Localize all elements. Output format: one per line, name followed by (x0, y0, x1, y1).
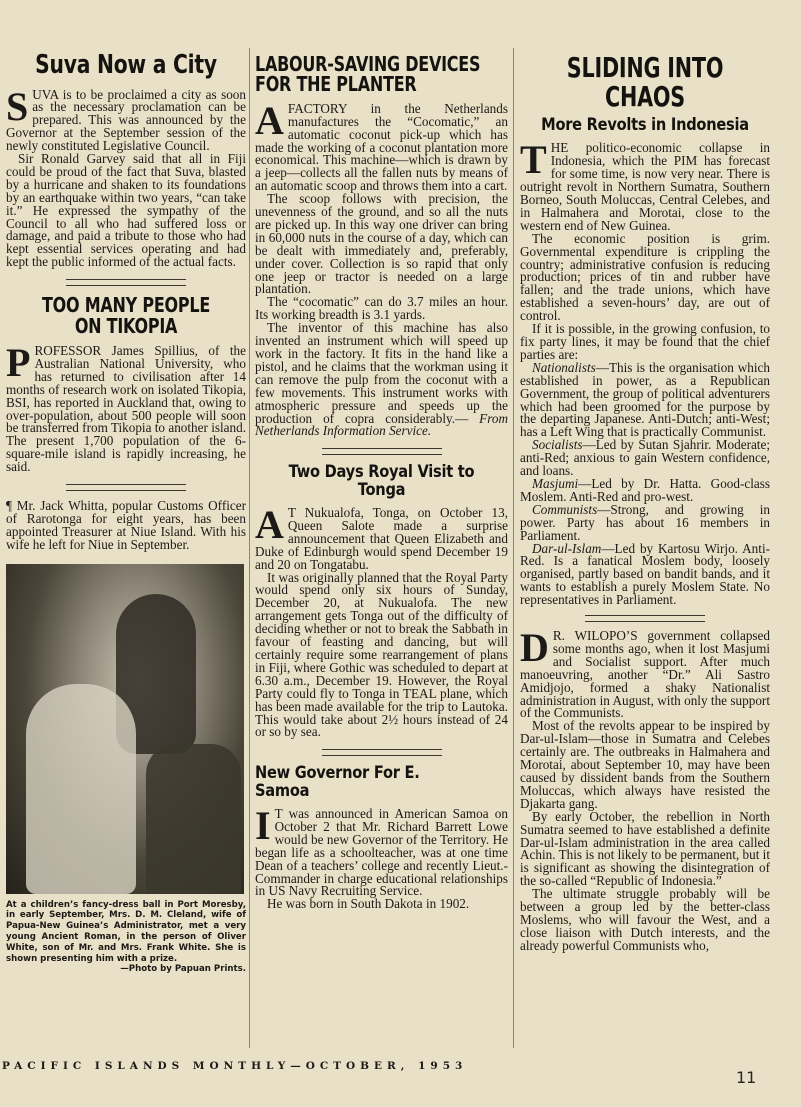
photo-credit: —Photo by Papuan Prints. (120, 964, 246, 975)
paragraph: I T was announced in American Samoa on October 2 that Mr. Richard Barrett Lowe would be new Governor of the Territory. He began life as a schoolteacher, was at one time Dean of a teachers’ college and recently Lieut.-Commander in charge educational relationships in US Navy Recruiting Service. (255, 802, 508, 899)
paragraph: The economic position is grim. Governmental expenditure is crippling the country; administrative confusion is reducing production; prices of tin and rubber have fallen; and the trade unions, which have established a seven-hours’ day, are out of control. (520, 230, 770, 324)
paragraph: THE politico-economic collapse in Indonesia, which the PIM has forecast for some time, is now very near. There is outright revolt in Northern Sumatra, Southern Borneo, South Moluccas, Central Celebes, and in Halmahera and Morotai, close to the western end of New Guinea. (520, 137, 770, 233)
headline-samoa: New Governor For E. Samoa (255, 763, 420, 801)
article-tikopia (6, 295, 246, 474)
headline-sliding-into-chaos: SLIDING INTO CHAOS (566, 51, 724, 113)
headline-suva: Suva Now a City (35, 50, 217, 80)
paragraph: If it is possible, in the growing confusion, to fix party lines, it may be found that the chief parties are: (520, 321, 770, 362)
drop-cap: I (255, 802, 271, 848)
drop-cap: A (255, 97, 284, 143)
party-entry: Masjumi—Led by Dr. Hatta. Good-class Moslem. Anti-Red and pro-west. (520, 475, 770, 504)
paragraph: The ultimate struggle probably will be between a group led by the better-class Moslems, who will favour the West, and a close liaison with Dutch interests, and the already powerful Communists who, (520, 886, 770, 953)
separator-rule (66, 279, 186, 286)
party-entry: Nationalists—This is the organisation which established in power, as a Republican Government, the group of political adventurers which had been groomed for the purpose by the departing Japanese. Anti-Dutch; anti-West; has a Left Wing that is practically Communist. (520, 359, 770, 440)
news-brief-whitta: ¶ Mr. Jack Whitta, popular Customs Officer of Rarotonga for eight years, has been appointed Treasurer at Niue Island. With his wife he left for Niue in September. (6, 498, 246, 552)
drop-cap: A (255, 502, 284, 547)
drop-cap: D (520, 625, 549, 671)
photo-fancy-dress-ball (6, 564, 244, 894)
party-entry: Dar-ul-Islam—Led by Kartosu Wirjo. Anti-Red. Is a fanatical Moslem body, loosely organised, partly based on bandit bands, and it wants to establish a purely Moslem State. No representatives in Parliament. (520, 540, 770, 608)
paragraph: The scoop follows with precision, the unevenness of the ground, and so all the nuts are picked up. In this way one driver can bring in 60,000 nuts in the course of a day, which can be dealt with immediately and, preferably, under cover. Collection is so rapid that only one jeep or tractor is needed on a large plantation. (255, 191, 508, 297)
separator-rule (322, 448, 442, 455)
column-middle (255, 48, 508, 1048)
article-labour-saving (255, 54, 508, 438)
party-entry: Socialists—Led by Sutan Sjahrir. Moderate; anti-Red; anxious to gain Western confidence, and loans. (520, 437, 770, 479)
column-rule (249, 48, 250, 1048)
party-entry: Communists—Strong, and growing in power. Party has about 16 members in Parliament. (520, 501, 770, 543)
drop-cap: S (6, 83, 29, 129)
paragraph: By early October, the rebellion in North Sumatra seemed to have established a definite Dar-ul-Islam administration in the area called Achin. This is not likely to be permanent, but it is significant as showing the disintegration of the so-called “Republic of Indonesia.” (520, 808, 770, 889)
separator-rule (585, 615, 705, 622)
paragraph: The inventor of this machine has also invented an instrument which will speed up work in the factory. It fits in the hand like a pistol, and he claims that the workman using it can remove the pulp from the coconut with a few movements. This instrument works with atmospheric pressure and speeds up the production of copra considerably.— From Netherlands Information Service. (255, 320, 508, 439)
column-right (520, 48, 770, 1068)
article-samoa (255, 765, 508, 911)
article-royal-visit (255, 464, 508, 739)
paragraph: The “cocomatic” can do 3.7 miles an hour. Its working breadth is 3.1 yards. (255, 294, 508, 323)
photo-caption: At a children’s fancy-dress ball in Port Moresby, in early September, Mrs. D. M. Cleland, wife of Papua-New Guinea’s Administrator, met a very young Ancient Roman, in the person of Oliver White, son of Mr. and Mrs. Frank White. She is shown presenting him with a prize. —Photo by Papuan Prints. (6, 899, 246, 975)
subheadline-indonesia: More Revolts in Indonesia (541, 115, 749, 136)
separator-rule (66, 484, 186, 491)
paragraph: Sir Ronald Garvey said that all in Fiji could be proud of the fact that Suva, blasted by a hurricane and shaken to its foundations by an earthquake within two years, “can take it.” He expressed the sympathy of the Council to all who had suffered loss or damage, and paid a tribute to those who had kept essential services operating and had kept the public informed of the actual facts. (6, 151, 246, 270)
paragraph: A T Nukualofa, Tonga, on October 13, Queen Salote made a surprise announcement that Queen Elizabeth and Duke of Edinburgh would spend December 19 and 20 on Tongatabu. (255, 502, 508, 572)
paragraph: Most of the revolts appear to be inspired by Dar-ul-Islam—those in Sumatra and Celebes certainly are. The outbreaks in Halmahera and Morotai, about September 10, may have been caused by dissident bands from the Southern Moluccas, which always have resisted the Djakarta gang. (520, 718, 770, 811)
separator-rule (322, 749, 442, 756)
paragraph: PROFESSOR James Spillius, of the Australian National University, who has returned to civilisation after 14 months of research work on isolated Tikopia, BSI, has reported in Auckland that, owing to over-population, about 500 people will soon be transferred from Tikopia to another island. The present 1,700 population of the 6-square-mile island is rapidly increasing, he said. (6, 339, 246, 475)
headline-tikopia: TOO MANY PEOPLE ON TIKOPIA (41, 293, 211, 338)
drop-cap: P (6, 339, 31, 385)
headline-labour-saving: LABOUR-SAVING DEVICES FOR THE PLANTER (255, 52, 481, 97)
source-credit: From Netherlands Information Service. (255, 410, 508, 439)
paragraph: He was born in South Dakota in 1902. (267, 896, 470, 912)
paragraph: SUVA is to be proclaimed a city as soon as the necessary proclamation can be prepared. This was announced by the Governor at the September session of the newly constituted Legislative Council. (6, 83, 246, 154)
paragraph: D R. WILOPO’S government collapsed some months ago, when it lost Masjumi and Socialist support. After much manoeuvring, another “Dr.” Ali Sastro Amidjojo, formed a shaky Nationalist administration in August, with only the support of the Communists. (520, 625, 770, 721)
paragraph: AFACTORY in the Netherlands manufactures the “Cocomatic,” an automatic coconut pick-up which has made the working of a coconut plantation more economical. This machine—which is drawn by a jeep—collects all the fallen nuts by means of an automatic scoop and throws them into a cart. (255, 97, 508, 194)
paragraph: It was originally planned that the Royal Party would spend only six hours of Sunday, December 20, at Nukualofa. The new arrangement gets Tonga out of the difficulty of deciding whether or not to break the Sabbath in favour of feasting and dancing, but will certainly require some rearrangement of plans in Fiji, where Gothic was scheduled to depart at 6.30 a.m., December 19. However, the Royal Party could fly to Tonga in TEAL plane, which has been made available for the trip to Lautoka. This would take about 2½ hours instead of 24 or so by sea. (255, 569, 508, 740)
headline-royal-visit: Two Days Royal Visit to Tonga (288, 462, 475, 500)
page-number: 11 (736, 1068, 757, 1087)
drop-cap: T (520, 137, 547, 183)
column-rule (513, 48, 514, 1048)
article-suva (6, 52, 246, 269)
publication-footer: PACIFIC ISLANDS MONTHLY—OCTOBER, 1953 (2, 1060, 468, 1072)
column-left (6, 48, 246, 1048)
